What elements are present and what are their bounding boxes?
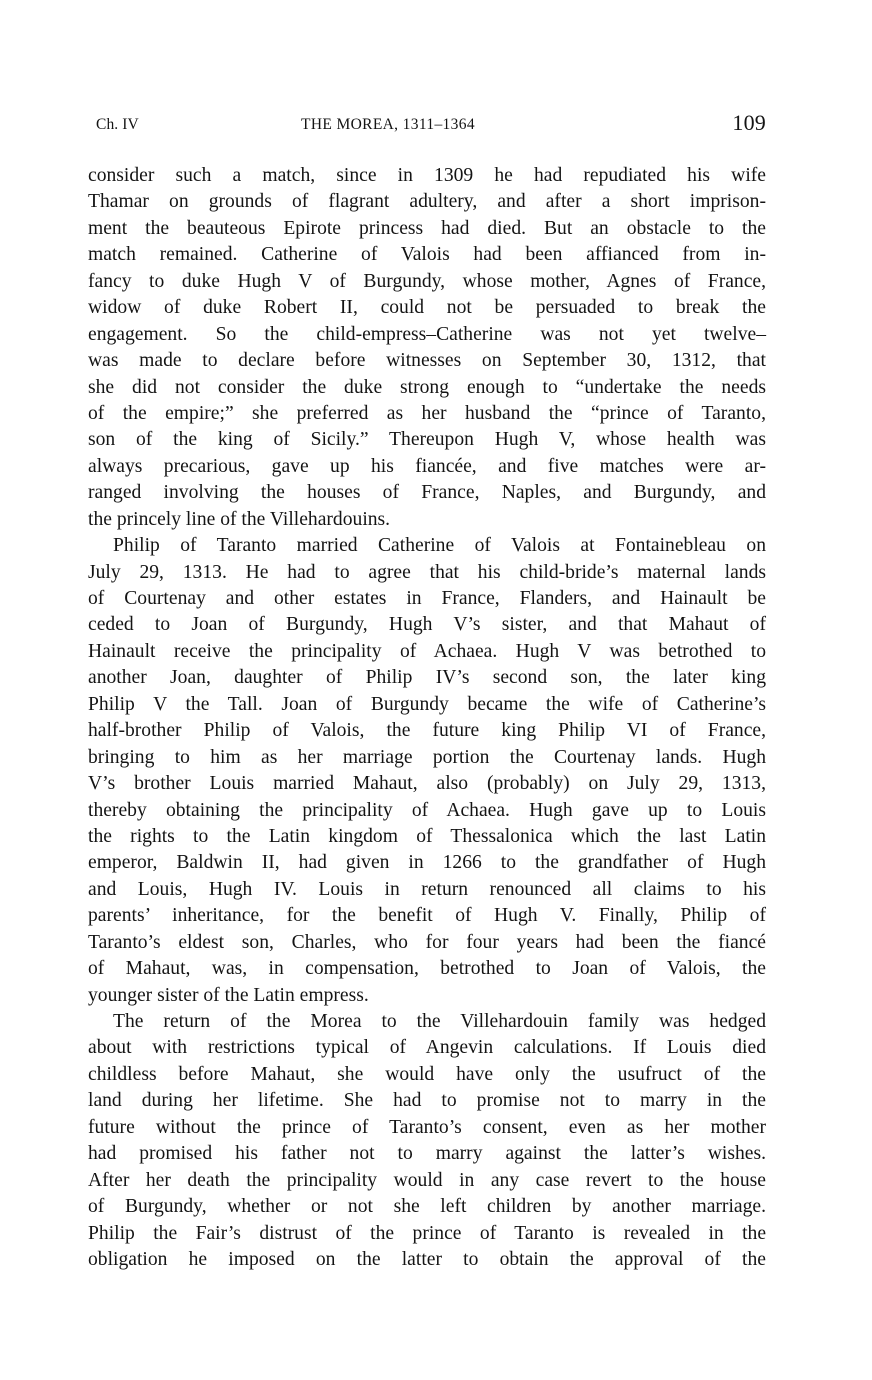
body-text-block (88, 163, 766, 1273)
running-head-chapter: Ch. IV (96, 116, 139, 133)
text-line: of Mahaut, was, in compensation, betrothed to Joan of Valois, the (88, 958, 766, 980)
paragraph (88, 1009, 766, 1273)
text-line: fancy to duke Hugh V of Burgundy, whose mother, Agnes of France, (88, 270, 767, 292)
text-line: she did not consider the duke strong enough to “undertake the needs (88, 376, 766, 398)
text-line: obligation he imposed on the latter to obtain the approval of the (88, 1248, 766, 1270)
text-line: bringing to him as her marriage portion the Courtenay lands. Hugh (88, 746, 766, 768)
text-line: was made to declare before witnesses on September 30, 1312, that (88, 350, 766, 372)
text-line: ranged involving the houses of France, Naples, and Burgundy, and (88, 482, 766, 504)
text-line: half-brother Philip of Valois, the future king Philip VI of France, (88, 720, 766, 742)
text-line: of Courtenay and other estates in France, Flanders, and Hainault be (88, 588, 766, 609)
text-line: of the empire;” she preferred as her husband the “prince of Taranto, (88, 402, 766, 424)
text-line: Taranto’s eldest son, Charles, who for four years had been the fiancé (88, 931, 766, 953)
text-line: Thamar on grounds of flagrant adultery, and after a short imprison- (88, 191, 766, 213)
paragraph (88, 533, 766, 1009)
text-line: After her death the principality would in any case revert to the house (88, 1169, 766, 1191)
text-line: match remained. Catherine of Valois had been affianced from in- (88, 244, 766, 266)
text-line: The return of the Morea to the Villehardouin family was hedged (113, 1011, 766, 1032)
text-line: V’s brother Louis married Mahaut, also (probably) on July 29, 1313, (88, 773, 766, 795)
text-line: about with restrictions typical of Angevin calculations. If Louis died (88, 1037, 766, 1059)
text-line: engagement. So the child-empress–Catherine was not yet twelve– (88, 323, 766, 345)
running-head (88, 110, 766, 138)
text-line: land during her lifetime. She had to promise not to marry in the (88, 1090, 766, 1112)
text-line: parents’ inheritance, for the benefit of Hugh V. Finally, Philip of (88, 905, 766, 927)
text-line: ment the beauteous Epirote princess had died. But an obstacle to the (88, 217, 766, 239)
text-line: the rights to the Latin kingdom of Thessalonica which the last Latin (88, 825, 767, 847)
text-line: always precarious, gave up his fiancée, and five matches were ar- (88, 455, 766, 477)
text-line: Hainault receive the principality of Achaea. Hugh V was betrothed to (88, 640, 767, 662)
text-line: younger sister of the Latin empress. (88, 984, 369, 1006)
text-line: of Burgundy, whether or not she left children by another marriage. (88, 1196, 766, 1218)
text-line: another Joan, daughter of Philip IV’s second son, the later king (88, 667, 766, 689)
running-head-title: THE MOREA, 1311–1364 (301, 116, 475, 133)
text-line: Philip the Fair’s distrust of the prince of Taranto is revealed in the (88, 1222, 767, 1244)
text-line: Philip V the Tall. Joan of Burgundy became the wife of Catherine’s (88, 693, 767, 715)
text-line: widow of duke Robert II, could not be persuaded to break the (88, 297, 766, 319)
text-line: July 29, 1313. He had to agree that his child-bride’s maternal lands (88, 561, 766, 583)
text-line: had promised his father not to marry against the latter’s wishes. (88, 1143, 766, 1165)
text-line: thereby obtaining the principality of Achaea. Hugh gave up to Louis (88, 799, 766, 821)
text-line: Philip of Taranto married Catherine of Valois at Fontainebleau on (113, 535, 766, 557)
text-line: ceded to Joan of Burgundy, Hugh V’s sister, and that Mahaut of (88, 614, 766, 636)
text-line: future without the prince of Taranto’s consent, even as her mother (88, 1116, 766, 1138)
text-line: emperor, Baldwin II, had given in 1266 to the grandfather of Hugh (88, 852, 766, 874)
text-line: childless before Mahaut, she would have only the usufruct of the (88, 1063, 766, 1085)
paragraph (88, 163, 766, 533)
text-line: the princely line of the Villehardouins. (88, 508, 391, 530)
text-line: son of the king of Sicily.” Thereupon Hugh V, whose health was (88, 429, 766, 451)
text-line: consider such a match, since in 1309 he had repudiated his wife (88, 165, 766, 186)
text-line: and Louis, Hugh IV. Louis in return renounced all claims to his (88, 878, 766, 900)
page-number: 109 (732, 110, 766, 135)
